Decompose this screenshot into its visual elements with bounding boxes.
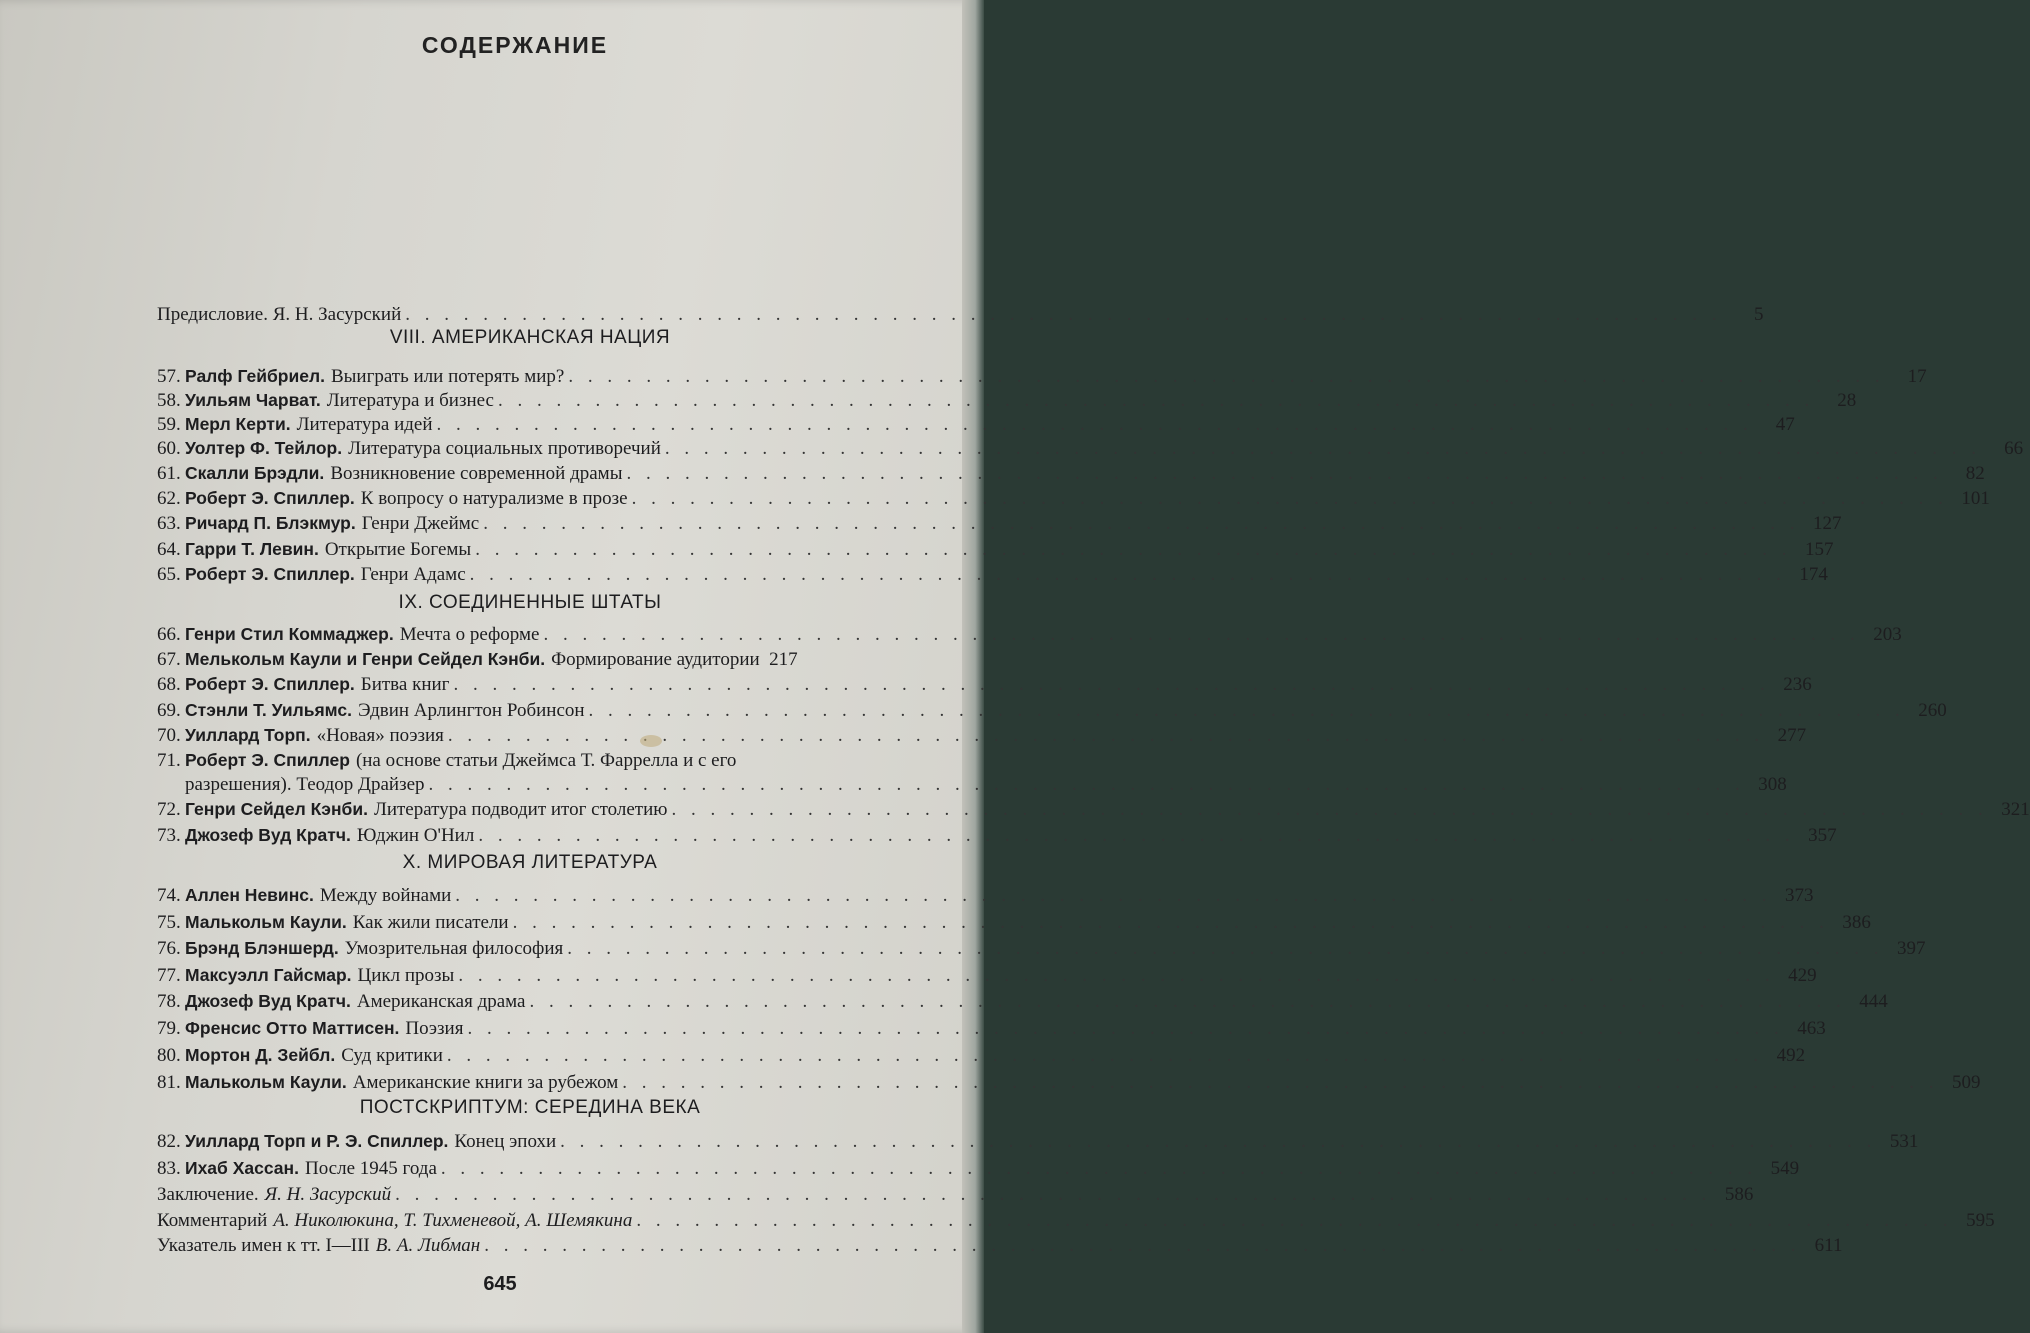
leader-dots [447, 1043, 1763, 1069]
entry-number: 64. [157, 539, 181, 560]
toc-entry [157, 988, 1888, 1014]
entry-author: Френсис Отто Маттисен. [185, 1018, 400, 1038]
entry-number: 80. [157, 1045, 181, 1066]
toc-entry [157, 1069, 1981, 1095]
toc-entry [157, 962, 1817, 988]
entry-author: Аллен Невинс. [185, 885, 314, 905]
entry-page: 127 [1812, 513, 1842, 534]
entry-title: Литература и бизнес [326, 390, 494, 411]
entry-title: После 1945 года [304, 1158, 437, 1179]
entry-title: (на основе статьи Джеймса Т. Фаррелла и с его [355, 750, 737, 771]
entry-number: 58. [157, 390, 181, 411]
entry-number: 81. [157, 1072, 181, 1093]
entry-title: Открытие Богемы [324, 539, 472, 560]
entry-title: Литература подводит итог столетию [373, 799, 668, 820]
leader-dots [543, 622, 1859, 648]
section-heading-viii: VIII. АМЕРИКАНСКАЯ НАЦИЯ [389, 327, 671, 348]
page-title: СОДЕРЖАНИЕ [421, 32, 609, 58]
entry-title: Указатель имен к тт. I—III [157, 1235, 370, 1256]
toc-entry [157, 411, 1795, 437]
entry-page: 174 [1799, 564, 1828, 585]
entry-author: Я. Н. Засурский [264, 1184, 392, 1205]
toc-entry-commentary [157, 1208, 1995, 1234]
entry-page: 157 [1804, 539, 1834, 560]
entry-page: 509 [1952, 1072, 1981, 1093]
entry-number: 70. [157, 725, 181, 746]
entry-author: Роберт Э. Спиллер [185, 750, 350, 770]
entry-number: 78. [157, 991, 181, 1012]
leader-dots [665, 436, 1981, 462]
toc-entry-afterword [157, 1182, 1754, 1208]
entry-number: 60. [157, 438, 181, 459]
entry-title: Предисловие. Я. Н. Засурский [157, 304, 402, 325]
entry-author: Максуэлл Гайсмар. [185, 965, 352, 985]
leader-dots [589, 698, 1905, 724]
entry-number: 72. [157, 799, 181, 820]
leader-dots [470, 562, 1786, 588]
toc-entry [157, 363, 1927, 389]
entry-number: 65. [157, 564, 181, 585]
entry-title: Мечта о реформе [399, 624, 540, 645]
entry-title: Эдвин Арлингтон Робинсон [358, 700, 585, 721]
section-heading-x: X. МИРОВАЯ ЛИТЕРАТУРА [402, 852, 658, 873]
toc-entry [157, 935, 1926, 961]
toc-entry [157, 882, 1814, 908]
entry-page: 217 [769, 649, 798, 670]
entry-title: Умозрительная философия [344, 938, 564, 959]
leader-dots [626, 461, 1942, 487]
entry-page: 260 [1918, 700, 1947, 721]
entry-page: 586 [1724, 1184, 1754, 1205]
entry-author: Малькольм Каули. [185, 1072, 347, 1092]
toc-entry [157, 697, 1947, 723]
section-heading-postscript: ПОСТСКРИПТУМ: СЕРЕДИНА ВЕКА [359, 1097, 701, 1118]
entry-author: Брэнд Блэншерд. [185, 938, 339, 958]
entry-author: Роберт Э. Спиллер. [185, 488, 355, 508]
entry-number: 73. [157, 825, 181, 846]
toc-entry [157, 796, 2030, 822]
entry-author: Ихаб Хассан. [185, 1158, 299, 1178]
entry-author: Малькольм Каули. [185, 912, 347, 932]
entry-author: Мерл Керти. [185, 414, 291, 434]
entry-number: 62. [157, 488, 181, 509]
entry-title: Литература социальных противоречий [348, 438, 661, 459]
leader-dots [567, 936, 1883, 962]
entry-author: В. А. Либман [375, 1235, 481, 1256]
entry-author: Генри Стил Коммаджер. [185, 624, 394, 644]
paper-stain [640, 735, 662, 747]
toc-entry [157, 822, 1837, 848]
toc-entry [157, 1155, 1800, 1181]
entry-title: Заключение. [157, 1184, 259, 1205]
entry-page: 386 [1842, 912, 1871, 933]
entry-page: 308 [1758, 774, 1787, 795]
entry-page: 531 [1889, 1131, 1919, 1152]
leader-dots [467, 1016, 1783, 1042]
entry-number: 77. [157, 965, 181, 986]
toc-entry [157, 909, 1871, 935]
leader-dots [455, 883, 1771, 909]
toc-entry-index [157, 1233, 1843, 1259]
entry-author: Роберт Э. Спиллер. [185, 564, 355, 584]
entry-page: 357 [1808, 825, 1837, 846]
entry-page: 203 [1873, 624, 1902, 645]
entry-page: 595 [1966, 1210, 1995, 1231]
entry-page: 47 [1775, 414, 1795, 435]
toc-entry [157, 510, 1842, 536]
leader-dots [478, 823, 1794, 849]
entry-page: 82 [1965, 463, 1985, 484]
entry-title: Выиграть или потерять мир? [330, 366, 565, 387]
entry-title: Битва книг [360, 674, 450, 695]
entry-number: 67. [157, 649, 181, 670]
leader-dots [405, 302, 1721, 328]
entry-author: Мелькольм Каули и Генри Сейдел Кэнби. [185, 649, 546, 669]
leader-dots [671, 797, 1987, 823]
leader-dots [395, 1182, 1711, 1208]
leader-dots [453, 672, 1769, 698]
entry-author: Скалли Брэдли. [185, 463, 325, 483]
entry-page: 397 [1897, 938, 1926, 959]
entry-page: 444 [1859, 991, 1888, 1012]
entry-number: 59. [157, 414, 181, 435]
entry-page: 277 [1777, 725, 1807, 746]
entry-number: 66. [157, 624, 181, 645]
entry-number: 71. [157, 750, 181, 771]
entry-author: Ралф Гейбриел. [185, 366, 325, 386]
entry-author: Уолтер Ф. Тейлор. [185, 438, 343, 458]
entry-title: Американская драма [356, 991, 526, 1012]
entry-page: 611 [1814, 1235, 1843, 1256]
leader-dots [483, 511, 1799, 537]
toc-entry [157, 621, 1902, 647]
entry-title: Генри Джеймс [361, 513, 480, 534]
page-number-footer: 645 [483, 1273, 517, 1295]
entry-number: 76. [157, 938, 181, 959]
entry-page: 101 [1961, 488, 1990, 509]
entry-number: 57. [157, 366, 181, 387]
entry-number: 75. [157, 912, 181, 933]
entry-page: 321 [2001, 799, 2030, 820]
leader-dots [632, 486, 1948, 512]
entry-page: 373 [1785, 885, 1814, 906]
toc-entry-preface [157, 302, 1764, 328]
entry-author: Уиллард Торп. [185, 725, 311, 745]
entry-title: «Новая» поэзия [316, 725, 444, 746]
toc-entry [157, 387, 1857, 413]
entry-title: Конец эпохи [454, 1131, 557, 1152]
entry-author: А. Николюкина, Т. Тихменевой, А. Шемякина [273, 1210, 633, 1231]
entry-title: Как жили писатели [352, 912, 509, 933]
entry-number: 68. [157, 674, 181, 695]
entry-author: Гарри Т. Левин. [185, 539, 319, 559]
leader-dots [622, 1070, 1938, 1096]
entry-title: Возникновение современной драмы [330, 463, 623, 484]
entry-page: 492 [1776, 1045, 1806, 1066]
toc-entry [157, 460, 1985, 486]
entry-title: К вопросу о натурализме в прозе [360, 488, 628, 509]
entry-title: Между войнами [319, 885, 452, 906]
leader-dots [458, 963, 1774, 989]
entry-number: 63. [157, 513, 181, 534]
leader-dots [530, 989, 1846, 1015]
entry-title: Формирование аудитории [551, 649, 760, 670]
entry-author: Уиллард Торп и Р. Э. Спиллер. [185, 1131, 449, 1151]
entry-number: 74. [157, 885, 181, 906]
leader-dots [513, 910, 1829, 936]
entry-page: 236 [1783, 674, 1812, 695]
entry-title: Цикл прозы [357, 965, 455, 986]
toc-entry [157, 536, 1834, 562]
entry-author: Мортон Д. Зейбл. [185, 1045, 336, 1065]
toc-entry [157, 1015, 1826, 1041]
entry-number: 83. [157, 1158, 181, 1179]
entry-number: 79. [157, 1018, 181, 1039]
entry-title: Юджин О'Нил [356, 825, 475, 846]
leader-dots [429, 773, 1745, 797]
entry-title: Комментарий [157, 1210, 268, 1231]
leader-dots [560, 1129, 1876, 1155]
entry-title: Генри Адамс [360, 564, 466, 585]
entry-title: Поэзия [405, 1018, 464, 1039]
entry-page: 17 [1907, 366, 1927, 387]
entry-title: Суд критики [341, 1045, 443, 1066]
entry-number: 82. [157, 1131, 181, 1152]
toc-entry [157, 561, 1828, 587]
entry-page: 549 [1770, 1158, 1800, 1179]
entry-page: 463 [1797, 1018, 1826, 1039]
entry-title: Американские книги за рубежом [352, 1072, 619, 1093]
leader-dots [475, 537, 1791, 563]
entry-title: Литература идей [296, 414, 433, 435]
entry-title-continued: разрешения). Теодор Драйзер [185, 774, 425, 795]
entry-number: 61. [157, 463, 181, 484]
toc-entry [157, 671, 1812, 697]
entry-author: Ричард П. Блэкмур. [185, 513, 356, 533]
leader-dots [484, 1233, 1800, 1259]
leader-dots [636, 1208, 1952, 1234]
entry-author: Джозеф Вуд Кратч. [185, 991, 351, 1011]
entry-page: 66 [2004, 438, 2024, 459]
entry-number: 69. [157, 700, 181, 721]
toc-entry [157, 485, 1990, 511]
entry-author: Уильям Чарват. [185, 390, 321, 410]
toc-entry-multiline [157, 748, 1787, 797]
entry-author: Генри Сейдел Кэнби. [185, 799, 368, 819]
entry-page: 28 [1837, 390, 1857, 411]
section-heading-ix: IX. СОЕДИНЕННЫЕ ШТАТЫ [398, 592, 662, 613]
toc-entry [157, 722, 1807, 748]
toc-entry [157, 646, 907, 672]
leader-dots [441, 1156, 1757, 1182]
entry-author: Джозеф Вуд Кратч. [185, 825, 351, 845]
entry-page: 5 [1754, 304, 1764, 325]
toc-entry [157, 435, 2024, 461]
entry-author: Стэнли Т. Уильямс. [185, 700, 352, 720]
entry-author: Роберт Э. Спиллер. [185, 674, 355, 694]
entry-page: 429 [1788, 965, 1817, 986]
toc-entry [157, 1042, 1806, 1068]
toc-entry [157, 1128, 1919, 1154]
